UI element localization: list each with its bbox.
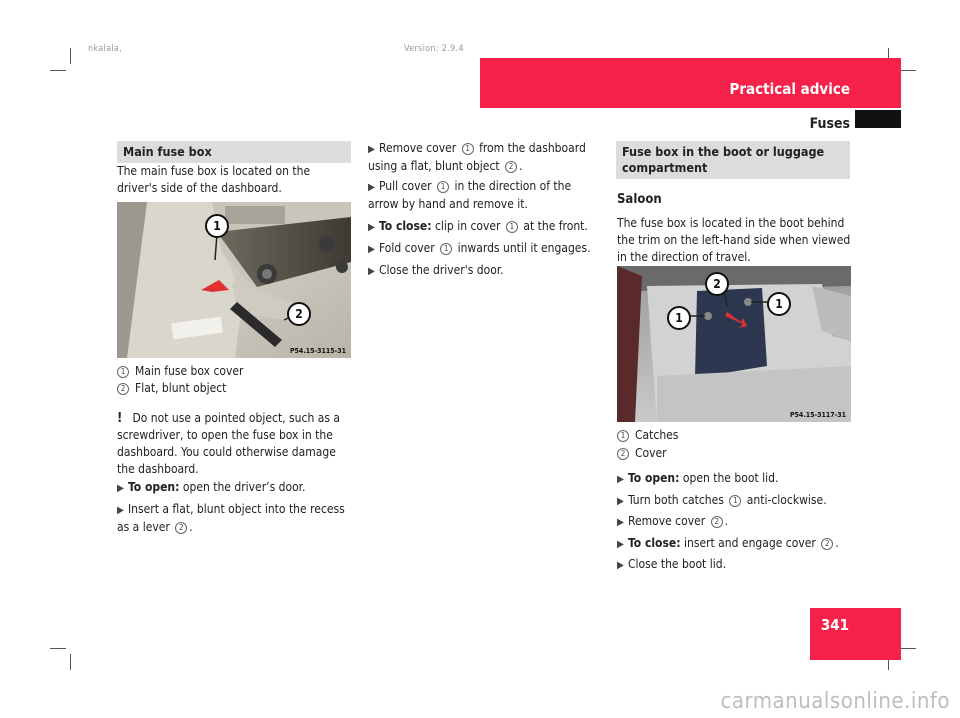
col3-intro: The fuse box is located in the boot behind the trim on the left-hand side when viewed in the direction of travel. [617,216,851,264]
arrow-icon: ▶ [117,505,124,516]
step-text: insert and engage cover [683,536,816,550]
legend-number: 2 [617,448,629,460]
step [368,262,604,280]
legend-item [117,363,243,380]
step-end: . [724,514,729,528]
warning-icon: ! [117,411,123,426]
warning-note [117,410,353,478]
step-text: inwards until it engages. [457,241,591,255]
crop-mark [70,654,71,670]
arrow-icon: ▶ [368,182,375,193]
step [368,140,604,175]
step-bold: To open: [628,471,680,485]
step-text: Close the driver's door. [379,263,504,277]
legend-number: 1 [617,430,629,442]
boot-illustration [617,266,851,422]
step-text: at the front. [523,219,588,233]
photo-code: P54.15-3115-31 [289,347,346,355]
step-text: Turn both catches [628,493,724,507]
legend-text: Flat, blunt object [135,381,227,395]
crop-mark [50,648,66,649]
subheading-saloon: Saloon [617,192,662,207]
arrow-icon: ▶ [617,496,624,507]
header-tab-marker [855,110,901,128]
arrow-icon: ▶ [368,222,375,233]
arrow-icon: ▶ [617,560,624,571]
step [617,470,853,488]
dashboard-illustration [117,202,351,358]
step-text: open the driver’s door. [182,480,306,494]
arrow-icon: ▶ [368,144,375,155]
step [117,501,353,536]
arrow-icon: ▶ [617,517,624,528]
meta-version: Version: 2.9.4 [404,44,464,54]
ref-number: 1 [462,143,474,155]
heading-text: Fuse box in the boot or luggage compartment [622,144,825,175]
arrow-icon: ▶ [368,244,375,255]
page-number: 341 [820,616,850,634]
crop-mark [70,48,71,64]
step [617,513,853,531]
step [617,556,853,574]
step-text: from the dashboard using a flat, blunt object [368,141,586,173]
legend-item [117,380,226,397]
step-text: Pull cover [379,179,432,193]
arrow-icon: ▶ [368,266,375,277]
callout-1: 1 [205,214,229,238]
crop-mark [50,70,66,71]
step [117,479,353,497]
legend-text: Catches [635,428,679,442]
section-title: Practical advice [729,80,850,98]
ref-number: 2 [505,161,517,173]
callout-2: 2 [705,272,729,296]
crop-mark [900,70,916,71]
arrow-icon: ▶ [617,539,624,550]
ref-number: 2 [711,516,723,528]
heading-text: Main fuse box [123,144,212,159]
heading-boot-fuse-box [616,141,850,179]
step-text: Fold cover [379,241,435,255]
legend-item [617,445,667,462]
legend-text: Cover [635,446,667,460]
col1-intro: The main fuse box is located on the driver's side of the dashboard. [117,164,311,195]
ref-number: 1 [437,181,449,193]
ref-number: 1 [440,243,452,255]
meta-author: nkalala, [88,44,123,54]
step-text: Close the boot lid. [628,557,726,571]
step-bold: To close: [379,219,432,233]
arrow-icon: ▶ [117,483,124,494]
callout-1-right: 1 [767,292,791,316]
ref-number: 1 [506,221,518,233]
ref-number: 2 [821,538,833,550]
legend-number: 1 [117,366,129,378]
heading-main-fuse-box [117,141,351,163]
ref-number: 1 [729,495,741,507]
step-bold: To open: [128,480,180,494]
callout-2: 2 [287,302,311,326]
subsection-title: Fuses [809,116,850,132]
crop-mark [900,648,916,649]
step [617,492,853,510]
step-end: . [189,520,193,534]
step [368,178,604,213]
legend-number: 2 [117,383,129,395]
step-end: . [835,536,839,550]
step-bold: To close: [628,536,681,550]
step-text: in the direction of the arrow by hand and remove it. [368,179,572,211]
step-text: Insert a flat, blunt object into the recess as a lever [117,502,345,534]
step [368,218,604,236]
step-text: Remove cover [628,514,706,528]
watermark[interactable]: carmanualsonline.info [720,689,950,714]
step-text: anti-clockwise. [746,493,827,507]
legend-text: Main fuse box cover [135,364,244,378]
step [617,535,853,553]
step-text: open the boot lid. [682,471,779,485]
step [368,240,604,258]
callout-1-left: 1 [667,306,691,330]
warning-text: Do not use a pointed object, such as a screwdriver, to open the fuse box in the dashboard. You could otherwise damage the dashboard. [117,411,341,476]
step-text: clip in cover [434,219,501,233]
photo-dashboard [117,202,351,358]
arrow-icon: ▶ [617,474,624,485]
photo-code: P54.15-3117-31 [789,411,846,419]
legend-item [617,427,678,444]
photo-boot [617,266,851,422]
ref-number: 2 [175,522,187,534]
step-text: Remove cover [379,141,457,155]
step-end: . [519,159,523,173]
